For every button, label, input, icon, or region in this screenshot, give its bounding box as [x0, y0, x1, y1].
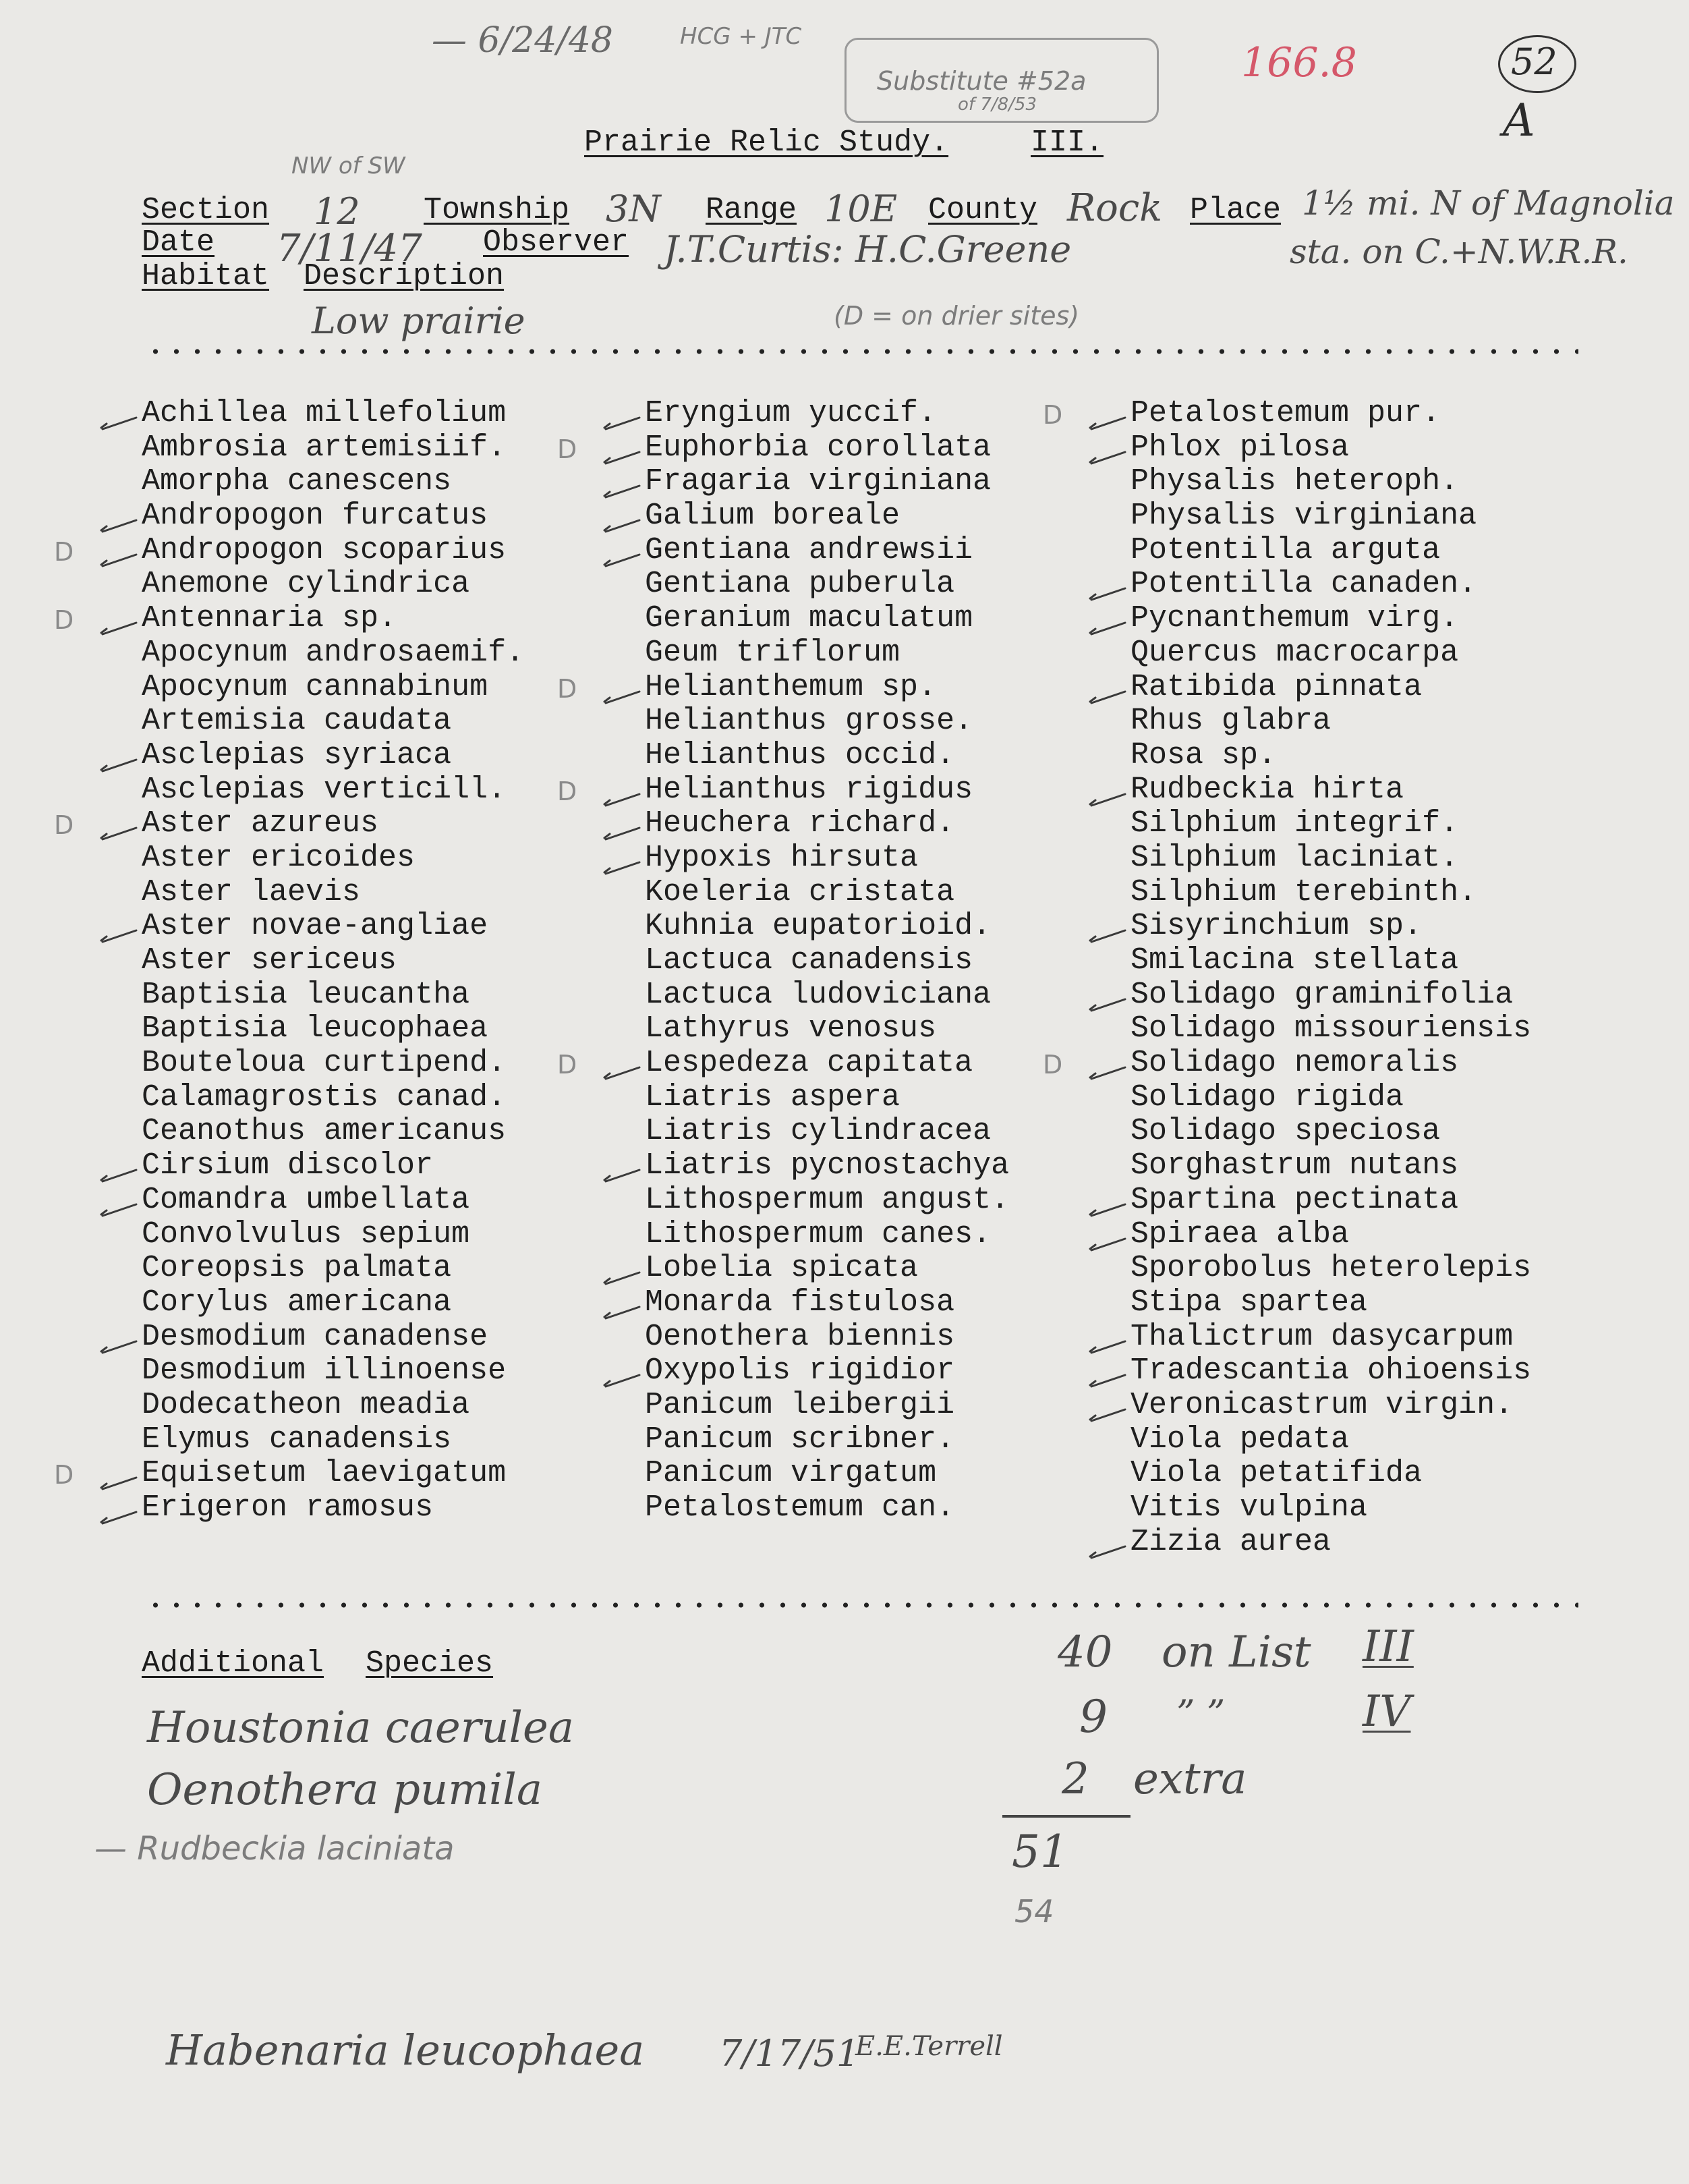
species-name: Physalis heteroph.: [1130, 464, 1459, 499]
drier-sites-note: (D = on drier sites): [834, 301, 1080, 331]
species-name: Rosa sp.: [1130, 737, 1277, 773]
species-name: Heuchera richard.: [645, 806, 955, 841]
check-mark-icon: [1089, 919, 1126, 934]
species-name: Helianthus grosse.: [645, 704, 973, 739]
letter-a: A: [1503, 94, 1535, 146]
species-name: Lactuca canadensis: [645, 943, 973, 978]
species-name: Asclepias syriaca: [142, 737, 452, 773]
species-name: Calamagrostis canad.: [142, 1080, 507, 1115]
species-name: Silphium terebinth.: [1130, 874, 1477, 909]
check-mark-icon: [603, 509, 641, 524]
species-name: Koeleria cristata: [645, 874, 955, 909]
township-label: Township: [424, 193, 570, 227]
place-label: Place: [1190, 193, 1282, 227]
drier-site-mark: D: [1043, 400, 1063, 430]
species-name: Physalis virginiana: [1130, 499, 1477, 534]
species-name: Gentiana andrewsii: [645, 532, 973, 567]
check-mark-icon: [603, 816, 641, 831]
crossed-species: — Rudbeckia laciniata: [94, 1830, 455, 1868]
page-title-number: III.: [1031, 125, 1104, 160]
species-name: Artemisia caudata: [142, 704, 452, 739]
species-name: Baptisia leucophaea: [142, 1011, 488, 1046]
check-mark-icon: [603, 543, 641, 558]
observer-value: J.T.Curtis: H.C.Greene: [664, 228, 1072, 271]
species-name: Thalictrum dasycarpum: [1130, 1319, 1514, 1354]
tally-total: 51: [1012, 1826, 1068, 1878]
species-name: Quercus macrocarpa: [1130, 635, 1459, 670]
species-name: Silphium integrif.: [1130, 806, 1459, 841]
species-name: Phlox pilosa: [1130, 430, 1350, 465]
species-name: Apocynum androsaemif.: [142, 635, 525, 670]
species-name: Lithospermum angust.: [645, 1182, 1010, 1217]
species-name: Baptisia leucantha: [142, 977, 470, 1012]
species-name: Viola petatifida: [1130, 1456, 1423, 1491]
stamp-line-1: Substitute #52a: [877, 66, 1087, 96]
species-name: Sorghastrum nutans: [1130, 1148, 1459, 1183]
species-name: Kuhnia eupatorioid.: [645, 909, 992, 944]
species-name: Geranium maculatum: [645, 601, 973, 636]
check-mark-icon: [1089, 783, 1126, 797]
description-label: Description: [304, 259, 505, 293]
habitat-value: Low prairie: [312, 300, 525, 342]
check-mark-icon: [1089, 1227, 1126, 1242]
check-mark-icon: [603, 851, 641, 866]
annotation-top-date: — 6/24/48: [432, 20, 613, 61]
circled-number: 52: [1511, 40, 1557, 83]
check-mark-icon: [603, 1158, 641, 1173]
range-label: Range: [706, 193, 797, 227]
footer-date: 7/17/51: [719, 2032, 860, 2075]
species-name: Dodecatheon meadia: [142, 1387, 470, 1422]
species-name: Aster novae-angliae: [142, 909, 488, 944]
date-value: 7/11/47: [277, 227, 422, 271]
drier-site-mark: D: [54, 605, 74, 636]
divider-top: [145, 348, 1578, 355]
species-name: Viola pedata: [1130, 1422, 1350, 1457]
species-name: Bouteloua curtipend.: [142, 1046, 507, 1081]
additional-species-1: Houstonia caerulea: [147, 1703, 575, 1753]
footer-collector: E.E.Terrell: [855, 2031, 1003, 2062]
drier-site-mark: D: [557, 1050, 577, 1080]
check-mark-icon: [1089, 1535, 1126, 1550]
stamp-line-2: of 7/8/53: [958, 94, 1037, 115]
species-name: Lespedeza capitata: [645, 1046, 973, 1081]
township-value: 3N: [606, 188, 661, 230]
species-name: Aster sericeus: [142, 943, 397, 978]
tally-line1-num: 40: [1058, 1627, 1113, 1677]
species-name: Desmodium illinoense: [142, 1353, 507, 1389]
species-name: Convolvulus sepium: [142, 1216, 470, 1252]
check-mark-icon: [603, 1364, 641, 1378]
species-name: Desmodium canadense: [142, 1319, 488, 1354]
species-name: Lobelia spicata: [645, 1251, 919, 1286]
range-value: 10E: [824, 188, 898, 230]
check-mark-icon: [1089, 611, 1126, 626]
drier-site-mark: D: [557, 673, 577, 704]
tally-line2-num: 9: [1079, 1691, 1108, 1743]
drier-site-mark: D: [54, 1460, 74, 1490]
drier-site-mark: D: [54, 810, 74, 841]
check-mark-icon: [100, 406, 138, 421]
species-label: Species: [366, 1646, 494, 1681]
species-name: Aster ericoides: [142, 840, 416, 875]
species-name: Panicum leibergii: [645, 1387, 955, 1422]
species-name: Oenothera biennis: [645, 1319, 955, 1354]
species-name: Andropogon scoparius: [142, 532, 507, 567]
species-name: Aster azureus: [142, 806, 379, 841]
species-name: Eryngium yuccif.: [645, 396, 937, 430]
species-name: Stipa spartea: [1130, 1285, 1368, 1320]
footer-species: Habenaria leucophaea: [166, 2025, 645, 2075]
check-mark-icon: [100, 611, 138, 626]
species-name: Hypoxis hirsuta: [645, 840, 919, 875]
species-name: Monarda fistulosa: [645, 1285, 955, 1320]
check-mark-icon: [603, 474, 641, 489]
species-name: Rhus glabra: [1130, 704, 1332, 739]
tally-line3-num: 2: [1062, 1754, 1089, 1804]
species-name: Liatris aspera: [645, 1080, 900, 1115]
species-name: Tradescantia ohioensis: [1130, 1353, 1532, 1389]
species-name: Antennaria sp.: [142, 601, 397, 636]
check-mark-icon: [1089, 441, 1126, 455]
species-name: Solidago rigida: [1130, 1080, 1404, 1115]
species-name: Galium boreale: [645, 499, 900, 534]
check-mark-icon: [603, 1261, 641, 1276]
species-name: Geum triflorum: [645, 635, 900, 670]
check-mark-icon: [100, 1501, 138, 1515]
section-value: 12: [314, 190, 360, 233]
species-name: Ambrosia artemisiif.: [142, 430, 507, 465]
species-name: Zizia aurea: [1130, 1524, 1332, 1559]
county-label: County: [928, 193, 1038, 227]
species-name: Gentiana puberula: [645, 567, 955, 602]
species-name: Apocynum cannabinum: [142, 669, 488, 704]
check-mark-icon: [603, 783, 641, 797]
drier-site-mark: D: [1043, 1050, 1063, 1080]
tally-line2-ditto: ” ”: [1176, 1692, 1226, 1735]
species-name: Smilacina stellata: [1130, 943, 1459, 978]
species-name: Ceanothus americanus: [142, 1114, 507, 1149]
check-mark-icon: [1089, 1193, 1126, 1208]
species-name: Liatris pycnostachya: [645, 1148, 1010, 1183]
species-name: Helianthemum sp.: [645, 669, 937, 704]
species-name: Sporobolus heterolepis: [1130, 1251, 1532, 1286]
species-name: Rudbeckia hirta: [1130, 772, 1404, 807]
check-mark-icon: [1089, 988, 1126, 1003]
species-name: Lactuca ludoviciana: [645, 977, 992, 1012]
check-mark-icon: [1089, 1364, 1126, 1378]
check-mark-icon: [100, 1330, 138, 1345]
species-name: Potentilla arguta: [1130, 532, 1441, 567]
species-name: Equisetum laevigatum: [142, 1456, 507, 1491]
check-mark-icon: [1089, 1398, 1126, 1413]
check-mark-icon: [100, 816, 138, 831]
drier-site-mark: D: [54, 536, 74, 567]
species-name: Panicum virgatum: [645, 1456, 937, 1491]
species-name: Elymus canadensis: [142, 1422, 452, 1457]
species-name: Coreopsis palmata: [142, 1251, 452, 1286]
species-name: Lithospermum canes.: [645, 1216, 992, 1252]
tally-revised: 54: [1014, 1893, 1054, 1930]
observer-label: Observer: [483, 225, 629, 260]
annotation-initials: HCG + JTC: [680, 23, 802, 50]
species-name: Spiraea alba: [1130, 1216, 1350, 1252]
species-name: Amorpha canescens: [142, 464, 452, 499]
species-name: Spartina pectinata: [1130, 1182, 1459, 1217]
species-name: Petalostemum can.: [645, 1490, 955, 1525]
drier-site-mark: D: [557, 434, 577, 464]
species-name: Petalostemum pur.: [1130, 396, 1441, 430]
check-mark-icon: [100, 1158, 138, 1173]
species-name: Panicum scribner.: [645, 1422, 955, 1457]
check-mark-icon: [1089, 680, 1126, 695]
species-name: Oxypolis rigidior: [645, 1353, 955, 1389]
species-name: Solidago speciosa: [1130, 1114, 1441, 1149]
tally-line1-roman: III: [1363, 1622, 1414, 1672]
check-mark-icon: [100, 748, 138, 763]
additional-species-2: Oenothera pumila: [147, 1765, 542, 1815]
check-mark-icon: [100, 509, 138, 524]
check-mark-icon: [603, 1056, 641, 1071]
species-name: Andropogon furcatus: [142, 499, 488, 534]
divider-bottom: [145, 1602, 1578, 1608]
species-name: Asclepias verticill.: [142, 772, 507, 807]
check-mark-icon: [100, 919, 138, 934]
species-name: Lathyrus venosus: [645, 1011, 937, 1046]
check-mark-icon: [100, 543, 138, 558]
species-name: Corylus americana: [142, 1285, 452, 1320]
check-mark-icon: [603, 441, 641, 455]
date-label: Date: [142, 225, 215, 260]
place-value-line-2: sta. on C.+N.W.R.R.: [1290, 232, 1628, 271]
species-name: Potentilla canaden.: [1130, 567, 1477, 602]
species-name: Helianthus occid.: [645, 737, 955, 773]
tally-line1-text: on List: [1162, 1627, 1311, 1677]
species-name: Aster laevis: [142, 874, 361, 909]
check-mark-icon: [1089, 577, 1126, 592]
place-value-line-1: 1½ mi. N of Magnolia: [1302, 184, 1675, 223]
check-mark-icon: [1089, 1056, 1126, 1071]
quarter-note: NW of SW: [291, 152, 405, 179]
additional-label: Additional: [142, 1646, 324, 1681]
check-mark-icon: [1089, 1330, 1126, 1345]
species-name: Comandra umbellata: [142, 1182, 470, 1217]
species-name: Achillea millefolium: [142, 396, 507, 430]
habitat-label: Habitat: [142, 259, 270, 293]
red-page-number: 166.8: [1241, 39, 1357, 86]
county-value: Rock: [1067, 186, 1163, 230]
species-name: Helianthus rigidus: [645, 772, 973, 807]
species-name: Euphorbia corollata: [645, 430, 992, 465]
species-name: Sisyrinchium sp.: [1130, 909, 1423, 944]
species-name: Liatris cylindracea: [645, 1114, 992, 1149]
tally-line2-roman: IV: [1363, 1687, 1411, 1737]
species-name: Solidago missouriensis: [1130, 1011, 1532, 1046]
species-name: Veronicastrum virgin.: [1130, 1387, 1514, 1422]
page-title: Prairie Relic Study.: [584, 125, 949, 160]
check-mark-icon: [603, 680, 641, 695]
species-name: Vitis vulpina: [1130, 1490, 1368, 1525]
check-mark-icon: [603, 1295, 641, 1310]
check-mark-icon: [603, 406, 641, 421]
species-name: Solidago graminifolia: [1130, 977, 1514, 1012]
species-name: Cirsium discolor: [142, 1148, 434, 1183]
species-name: Pycnanthemum virg.: [1130, 601, 1459, 636]
species-name: Ratibida pinnata: [1130, 669, 1423, 704]
section-label: Section: [142, 193, 270, 227]
check-mark-icon: [1089, 406, 1126, 421]
species-name: Erigeron ramosus: [142, 1490, 434, 1525]
tally-line3-text: extra: [1133, 1754, 1247, 1804]
species-name: Fragaria virginiana: [645, 464, 992, 499]
species-name: Anemone cylindrica: [142, 567, 470, 602]
check-mark-icon: [100, 1466, 138, 1481]
species-name: Solidago nemoralis: [1130, 1046, 1459, 1081]
species-name: Silphium laciniat.: [1130, 840, 1459, 875]
tally-sum-line: [1002, 1815, 1130, 1818]
drier-site-mark: D: [557, 776, 577, 806]
check-mark-icon: [100, 1193, 138, 1208]
